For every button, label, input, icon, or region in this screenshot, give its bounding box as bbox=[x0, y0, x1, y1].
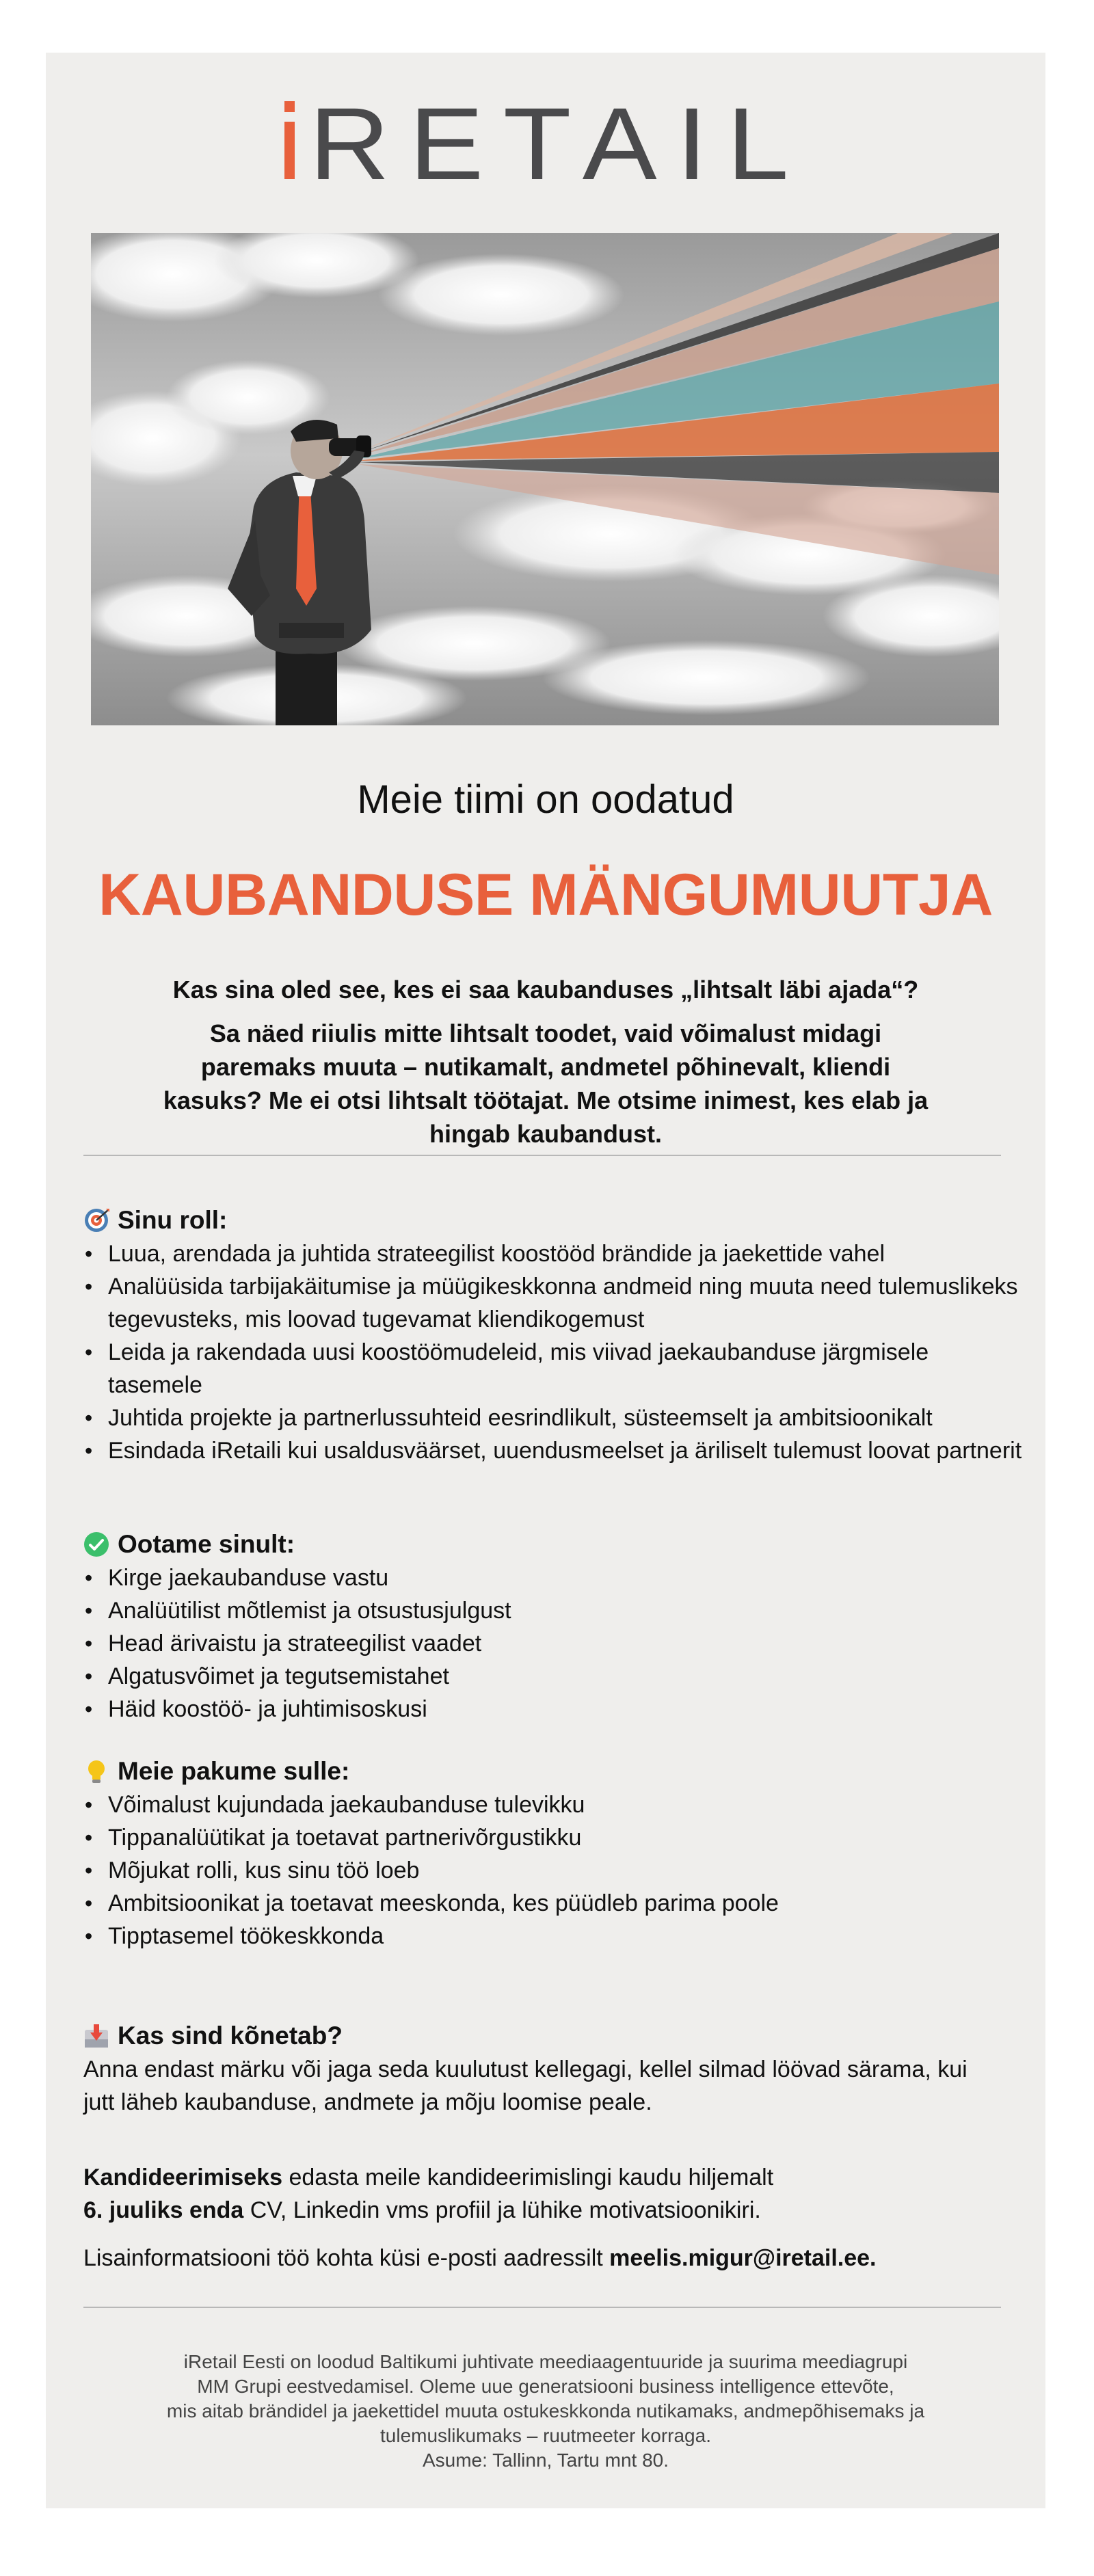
offer-list bbox=[83, 1788, 1027, 1953]
section-expect bbox=[83, 1527, 1027, 1726]
inbox-tray-icon bbox=[83, 2023, 109, 2049]
intro-question: Kas sina oled see, kes ei saa kaubanduses „lihtsalt läbi ajada“? bbox=[172, 976, 919, 1004]
section-expect-title: Ootame sinult: bbox=[118, 1530, 295, 1558]
hero-image bbox=[91, 233, 999, 725]
apply-info bbox=[83, 2161, 1001, 2275]
headline: Meie tiimi on oodatud bbox=[357, 777, 734, 822]
check-circle-icon bbox=[83, 1531, 109, 1557]
section-role-title: Sinu roll: bbox=[118, 1206, 228, 1234]
list-item: • Algatusvõimet ja tegutsemistahet bbox=[83, 1660, 1027, 1693]
list-item: • Tippanalüütikat ja toetavat partnerivõrgustikku bbox=[83, 1821, 1027, 1854]
contact-email[interactable]: meelis.migur@iretail.ee. bbox=[609, 2245, 877, 2271]
apply-bold-1: Kandideerimiseks bbox=[83, 2164, 283, 2190]
list-item: • Võimalust kujundada jaekaubanduse tulevikku bbox=[83, 1788, 1027, 1821]
company-footer bbox=[87, 2350, 1004, 2473]
list-item: • Ambitsioonikat ja toetavat meeskonda, kes püüdleb parima poole bbox=[83, 1887, 1027, 1920]
apply-text-2: CV, Linkedin vms profiil ja lühike motivatsioonikiri. bbox=[243, 2197, 761, 2223]
list-item: • Tipptasemel töökeskkonda bbox=[83, 1920, 1027, 1953]
footer-address: Asume: Tallinn, Tartu mnt 80. bbox=[422, 2450, 669, 2471]
expect-list bbox=[83, 1561, 1027, 1726]
divider bbox=[83, 2307, 1001, 2308]
list-item: • Kirge jaekaubanduse vastu bbox=[83, 1561, 1027, 1594]
iretail-logo bbox=[46, 97, 1045, 193]
section-role bbox=[83, 1203, 1027, 1467]
divider bbox=[83, 1155, 1001, 1156]
list-item: • Esindada iRetaili kui usaldusväärset, uuendusmeelset ja äriliselt tulemust loovat partnerit bbox=[83, 1434, 1027, 1467]
list-item: • Luua, arendada ja juhtida strateegilist koostööd brändide ja jaekettide vahel bbox=[83, 1237, 1027, 1270]
cta-text: Anna endast märku või jaga seda kuulutust kellegagi, kellel silmad löövad särama, kui jutt läheb kaubanduse, andmete ja mõju loomise peale. bbox=[83, 2056, 968, 2115]
job-ad-card bbox=[46, 53, 1045, 2508]
apply-paragraph bbox=[83, 2161, 1001, 2227]
list-item: • Analüütilist mõtlemist ja otsustusjulgust bbox=[83, 1594, 1027, 1627]
list-item: • Leida ja rakendada uusi koostöömudeleid, mis viivad jaekaubanduse järgmisele tasemele bbox=[83, 1336, 1027, 1401]
lightbulb-icon bbox=[83, 1758, 109, 1784]
apply-text-1: edasta meile kandideerimislingi kaudu hiljemalt bbox=[282, 2164, 774, 2190]
intro-body: Sa näed riiulis mitte lihtsalt toodet, vaid võimalust midagi paremaks muuta – nutikamalt, andmetel põhinevalt, kliendi kasuks? Me ei otsi lihtsalt töötajat. Me otsime inimest, kes elab ja hingab kaubandust. bbox=[163, 1019, 929, 1148]
contact-paragraph bbox=[83, 2242, 1001, 2275]
footer-line: mis aitab brändidel ja jaekettidel muuta ostukeskkonda nutikamaks, andmepõhisemaks ja bbox=[166, 2400, 925, 2421]
list-item: • Head ärivaistu ja strateegilist vaadet bbox=[83, 1627, 1027, 1660]
section-cta-title: Kas sind kõnetab? bbox=[118, 2022, 343, 2050]
role-list bbox=[83, 1237, 1027, 1467]
footer-line: tulemuslikumaks – ruutmeeter korraga. bbox=[380, 2425, 711, 2446]
footer-line: iRetail Eesti on loodud Baltikumi juhtivate meediaagentuuride ja suurima meediagrupi bbox=[183, 2351, 908, 2372]
list-item: • Analüüsida tarbijakäitumise ja müügikeskkonna andmeid ning muuta need tulemuslikeks tegevusteks, mis loovad tugevamat kliendikogemust bbox=[83, 1270, 1027, 1336]
logo-wordmark: RETAIL bbox=[309, 97, 808, 193]
section-offer-title: Meie pakume sulle: bbox=[118, 1757, 350, 1785]
target-icon bbox=[83, 1207, 109, 1233]
section-offer bbox=[83, 1754, 1027, 1953]
contact-text: Lisainformatsiooni töö kohta küsi e-posti aadressilt bbox=[83, 2245, 610, 2271]
job-title: KAUBANDUSE MÄNGUMUUTJA bbox=[98, 862, 993, 928]
list-item: • Häid koostöö- ja juhtimisoskusi bbox=[83, 1693, 1027, 1726]
section-cta bbox=[83, 2019, 1027, 2119]
list-item: • Juhtida projekte ja partnerlussuhteid eesrindlikult, süsteemselt ja ambitsioonikalt bbox=[83, 1401, 1027, 1434]
footer-line: MM Grupi eestvedamisel. Oleme uue generatsiooni business intelligence ettevõte, bbox=[197, 2376, 894, 2397]
list-item: • Mõjukat rolli, kus sinu töö loeb bbox=[83, 1854, 1027, 1887]
apply-deadline: 6. juuliks enda bbox=[83, 2197, 244, 2223]
